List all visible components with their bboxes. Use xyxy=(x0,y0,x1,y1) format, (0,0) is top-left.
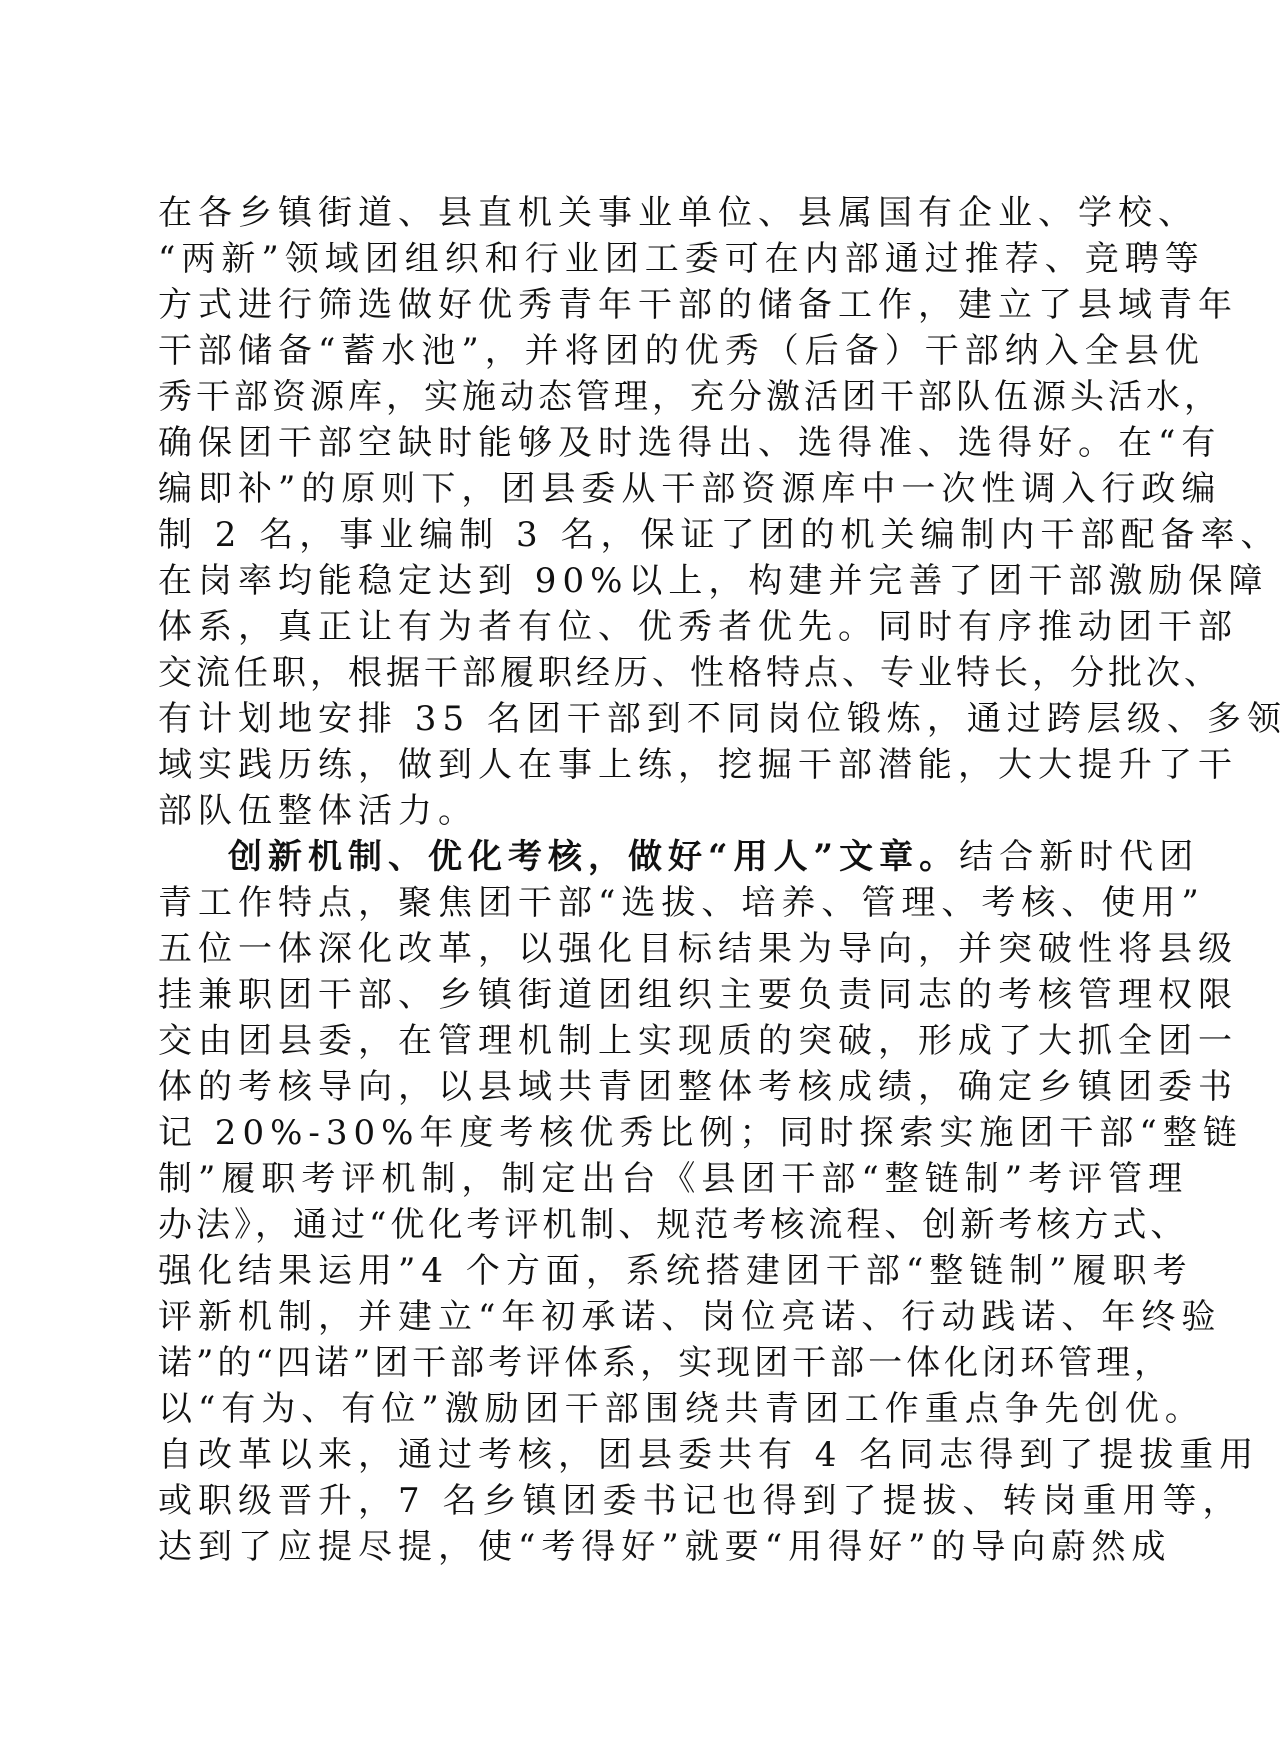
text-line: 自改革以来，通过考核，团县委共有 4 名同志得到了提拔重用 xyxy=(158,1435,1260,1475)
text-line: 在各乡镇街道、县直机关事业单位、县属国有企业、学校、 xyxy=(158,193,1198,233)
text-line: 办法》，通过“优化考评机制、规范考核流程、创新考核方式、 xyxy=(158,1205,1189,1245)
text-line: 记 20%-30%年度考核优秀比例；同时探索实施团干部“整链 xyxy=(158,1113,1243,1153)
text-line: 体的考核导向，以县域共青团整体考核成绩，确定乡镇团委书 xyxy=(158,1067,1238,1107)
paragraph-first-line xyxy=(158,834,1200,880)
text-line: “两新”领域团组织和行业团工委可在内部通过推荐、竞聘等 xyxy=(158,239,1205,279)
text-line: 达到了应提尽提，使“考得好”就要“用得好”的导向蔚然成 xyxy=(158,1527,1172,1567)
text-line: 以“有为、有位”激励团干部围绕共青团工作重点争先创优。 xyxy=(158,1389,1205,1429)
text-line: 交流任职，根据干部履职经历、性格特点、专业特长，分批次、 xyxy=(158,653,1222,693)
text-line: 确保团干部空缺时能够及时选得出、选得准、选得好。在“有 xyxy=(158,423,1222,463)
paragraph-1 xyxy=(158,190,1287,834)
paragraph-heading: 创新机制、优化考核，做好“用人”文章。 xyxy=(228,837,960,877)
text-line: 编即补”的原则下，团县委从干部资源库中一次性调入行政编 xyxy=(158,469,1222,509)
document-body xyxy=(158,190,1287,1570)
text-line: 秀干部资源库，实施动态管理，充分激活团干部队伍源头活水， xyxy=(158,377,1222,417)
text-line: 交由团县委，在管理机制上实现质的突破，形成了大抓全团一 xyxy=(158,1021,1238,1061)
text-line: 干部储备“蓄水池”，并将团的优秀（后备）干部纳入全县优 xyxy=(158,331,1205,371)
text-line: 部队伍整体活力。 xyxy=(158,791,478,831)
text-line: 制”履职考评机制，制定出台《县团干部“整链制”考评管理 xyxy=(158,1159,1189,1199)
text-line: 诺”的“四诺”团干部考评体系，实现团干部一体化闭环管理， xyxy=(158,1343,1173,1383)
text-line: 域实践历练，做到人在事上练，挖掘干部潜能，大大提升了干 xyxy=(158,745,1238,785)
text-line: 方式进行筛选做好优秀青年干部的储备工作，建立了县域青年 xyxy=(158,285,1238,325)
text-line: 挂兼职团干部、乡镇街道团组织主要负责同志的考核管理权限 xyxy=(158,975,1238,1015)
text-line: 有计划地安排 35 名团干部到不同岗位锻炼，通过跨层级、多领 xyxy=(158,699,1287,739)
text-line: 评新机制，并建立“年初承诺、岗位亮诺、行动践诺、年终验 xyxy=(158,1297,1222,1337)
paragraph-2 xyxy=(158,834,1260,1570)
text-fragment: 结合新时代团 xyxy=(959,837,1200,877)
text-line: 体系，真正让有为者有位、优秀者优先。同时有序推动团干部 xyxy=(158,607,1238,647)
text-line: 青工作特点，聚焦团干部“选拔、培养、管理、考核、使用” xyxy=(158,883,1205,923)
text-line: 强化结果运用”4 个方面，系统搭建团干部“整链制”履职考 xyxy=(158,1251,1193,1291)
text-line: 或职级晋升，7 名乡镇团委书记也得到了提拔、转岗重用等， xyxy=(158,1481,1243,1521)
text-line: 五位一体深化改革，以强化目标结果为导向，并突破性将县级 xyxy=(158,929,1238,969)
text-line: 在岗率均能稳定达到 90%以上，构建并完善了团干部激励保障 xyxy=(158,561,1269,601)
text-line: 制 2 名，事业编制 3 名，保证了团的机关编制内干部配备率、 xyxy=(158,515,1281,555)
